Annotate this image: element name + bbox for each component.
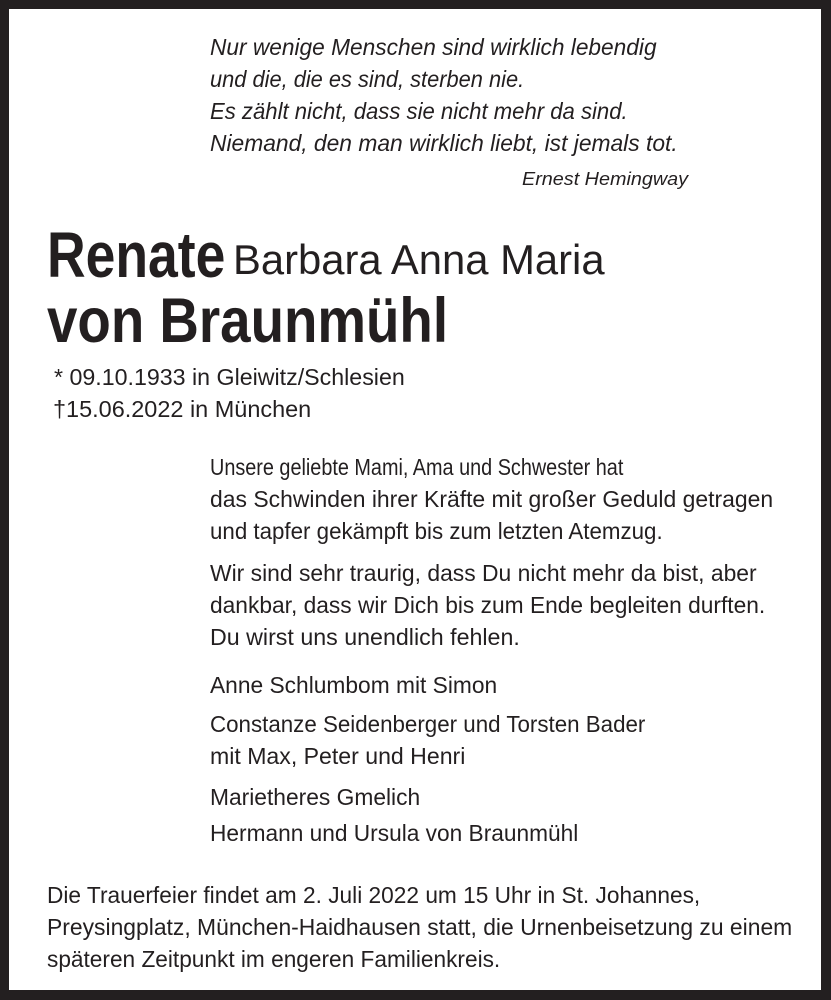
birth-text: 09.10.1933 in Gleiwitz/Schlesien xyxy=(69,364,405,390)
first-name: Renate xyxy=(47,219,226,291)
middle-names: Barbara Anna Maria xyxy=(233,236,605,283)
service-line: späteren Zeitpunkt im engeren Familienkreis. xyxy=(47,946,501,972)
message-line: Du wirst uns unendlich fehlen. xyxy=(210,624,520,650)
message-line: Unsere geliebte Mami, Ama und Schwester hat xyxy=(210,454,624,480)
message-line: das Schwinden ihrer Kräfte mit großer Geduld getragen xyxy=(210,486,774,512)
mourner-entry: Hermann und Ursula von Braunmühl xyxy=(210,820,579,846)
service-line: Die Trauerfeier findet am 2. Juli 2022 um 15 Uhr in St. Johannes, xyxy=(47,882,701,908)
mourner-entry: Marietheres Gmelich xyxy=(210,784,421,810)
quote-line: Es zählt nicht, dass sie nicht mehr da sind. xyxy=(210,98,628,124)
message-line: dankbar, dass wir Dich bis zum Ende begleiten durften. xyxy=(210,592,766,618)
quote-author: Ernest Hemingway xyxy=(522,169,689,189)
mourner-entry: mit Max, Peter und Henri xyxy=(210,743,466,769)
quote-line: Nur wenige Menschen sind wirklich lebendig xyxy=(210,34,657,60)
service-line: Preysingplatz, München-Haidhausen statt, die Urnenbeisetzung zu einem xyxy=(47,914,793,940)
quote-line: Niemand, den man wirklich liebt, ist jemals tot. xyxy=(210,130,678,156)
death-date xyxy=(53,398,311,421)
birth-date xyxy=(54,366,405,389)
mourner-entry: Constanze Seidenberger und Torsten Bader xyxy=(210,711,646,737)
surname: von Braunmühl xyxy=(47,286,449,356)
message-line: und tapfer gekämpft bis zum letzten Atemzug. xyxy=(210,518,663,544)
quote-line: und die, die es sind, sterben nie. xyxy=(210,66,525,92)
message-line: Wir sind sehr traurig, dass Du nicht mehr da bist, aber xyxy=(210,560,757,586)
mourner-entry: Anne Schlumbom mit Simon xyxy=(210,672,498,698)
death-text: 15.06.2022 in München xyxy=(66,396,312,422)
death-cross-icon: † xyxy=(53,396,67,422)
birth-star-icon: * xyxy=(54,364,64,390)
